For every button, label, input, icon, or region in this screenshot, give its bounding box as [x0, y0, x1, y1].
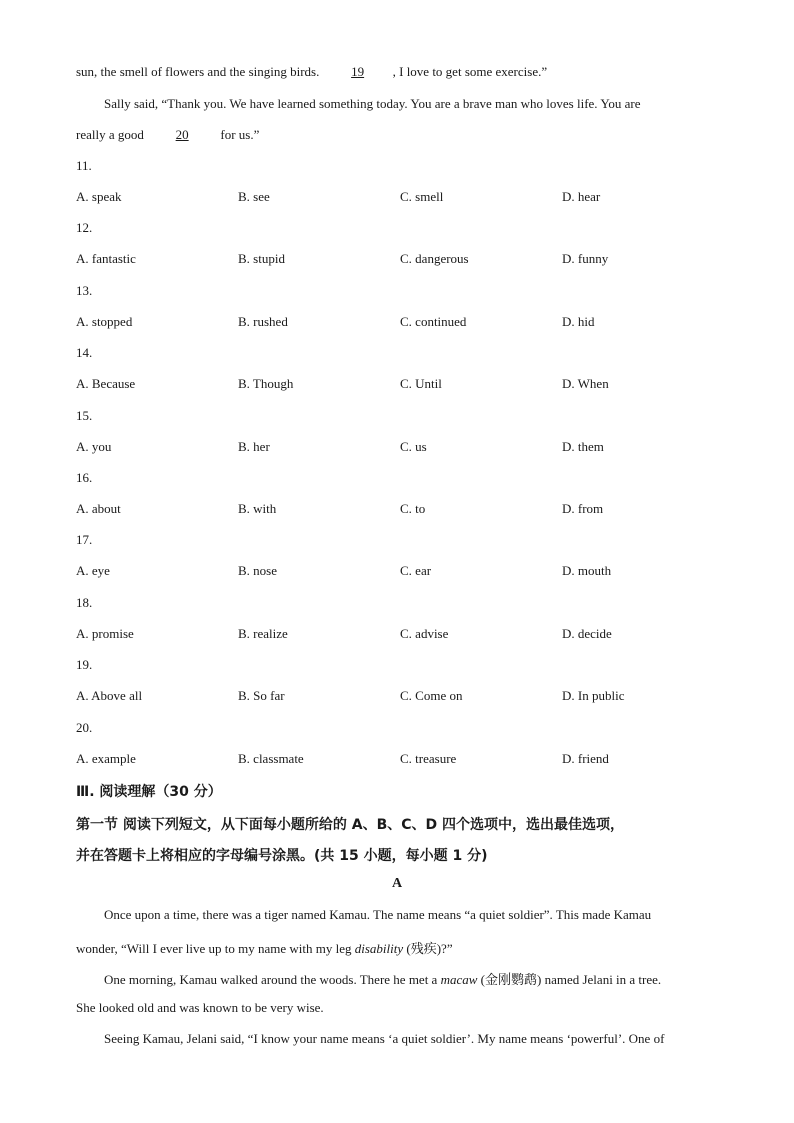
option-a: A. Because: [76, 376, 136, 392]
italic-word: disability: [354, 941, 404, 956]
option-b: B. classmate: [238, 750, 304, 766]
question-number: 12.: [76, 220, 93, 236]
option-c: C. ear: [400, 563, 432, 579]
question-number: 17.: [76, 532, 93, 548]
option-c: C. us: [400, 438, 427, 454]
option-b: B. with: [238, 501, 277, 516]
option-c: C. dangerous: [400, 251, 469, 267]
option-d: D. funny: [562, 251, 609, 267]
option-d: D. hear: [562, 189, 601, 204]
question-number: 14.: [76, 345, 93, 361]
text: wonder, “Will I ever live up to my name with my leg: [76, 941, 355, 956]
text: really a good: [76, 127, 148, 142]
question-number: 20.: [76, 719, 93, 735]
option-d: D. mouth: [562, 563, 612, 579]
section-instruction: 并在答题卡上将相应的字母编号涂黑。(共 15 小题，每小题 1 分): [76, 848, 488, 864]
option-a: A. speak: [76, 189, 122, 204]
option-b: B. her: [238, 438, 270, 454]
question-number: 19.: [76, 657, 93, 673]
option-a: A. example: [76, 750, 136, 766]
passage-line: Sally said, “Thank you. We have learned something today. You are a brave man who loves life. You are: [104, 96, 641, 111]
question-number: 13.: [76, 282, 93, 298]
option-b: B. Though: [238, 376, 294, 392]
option-d: D. from: [562, 501, 604, 516]
option-b: B. see: [238, 189, 270, 204]
option-d: D. decide: [562, 625, 612, 641]
passage-label: A: [391, 876, 403, 891]
option-a: A. fantastic: [76, 251, 136, 267]
section-instruction: 第一节 阅读下列短文，从下面每小题所给的 A、B、C、D 四个选项中，选出最佳选项，: [76, 817, 625, 833]
option-b: B. rushed: [238, 313, 288, 329]
option-b: B. nose: [238, 563, 277, 579]
italic-word: macaw: [440, 972, 478, 987]
option-c: C. advise: [400, 625, 449, 641]
passage-line: [76, 64, 547, 80]
option-c: C. Until: [400, 376, 442, 392]
passage-line: She looked old and was known to be very wise.: [76, 1000, 324, 1015]
option-b: B. So far: [238, 688, 285, 704]
option-d: D. friend: [562, 750, 609, 766]
option-c: C. Come on: [400, 688, 463, 704]
blank-20: 20: [175, 127, 189, 142]
question-number: 18.: [76, 594, 93, 610]
option-d: D. hid: [562, 313, 595, 329]
text: for us.”: [217, 127, 260, 142]
option-a: A. Above all: [76, 688, 143, 704]
question-number: 16.: [76, 470, 93, 485]
option-b: B. stupid: [238, 251, 285, 267]
option-d: D. them: [562, 438, 604, 454]
passage-line: [76, 938, 453, 957]
text: , I love to get some exercise.”: [392, 64, 548, 79]
option-a: A. eye: [76, 563, 110, 579]
option-d: D. In public: [562, 688, 625, 704]
option-c: C. continued: [400, 313, 467, 329]
option-c: C. to: [400, 501, 426, 516]
option-c: C. smell: [400, 189, 444, 204]
option-b: B. realize: [238, 625, 288, 641]
text: One morning, Kamau walked around the woods. There he met a: [104, 972, 441, 987]
text: sun, the smell of flowers and the singing birds.: [76, 64, 323, 79]
option-a: A. stopped: [76, 313, 133, 329]
blank-19: 19: [351, 64, 365, 79]
question-number: 11.: [76, 158, 92, 173]
option-a: A. you: [76, 438, 112, 454]
question-number: 15.: [76, 407, 93, 423]
option-a: A. promise: [76, 625, 134, 641]
passage-line: Once upon a time, there was a tiger named Kamau. The name means “a quiet soldier”. This made Kamau: [104, 907, 652, 922]
passage-line: [76, 127, 259, 143]
option-c: C. treasure: [400, 750, 457, 766]
section-title: Ⅲ. 阅读理解（30 分）: [76, 784, 222, 800]
option-d: D. When: [562, 376, 609, 392]
passage-line: Seeing Kamau, Jelani said, “I know your name means ‘a quiet soldier’. My name means ‘powerful’. One of: [104, 1031, 665, 1046]
text: (残疾)?”: [403, 941, 453, 956]
text: (金刚鹦鹉) named Jelani in a tree.: [477, 972, 662, 987]
passage-line: [104, 969, 661, 988]
option-a: A. about: [76, 501, 121, 516]
